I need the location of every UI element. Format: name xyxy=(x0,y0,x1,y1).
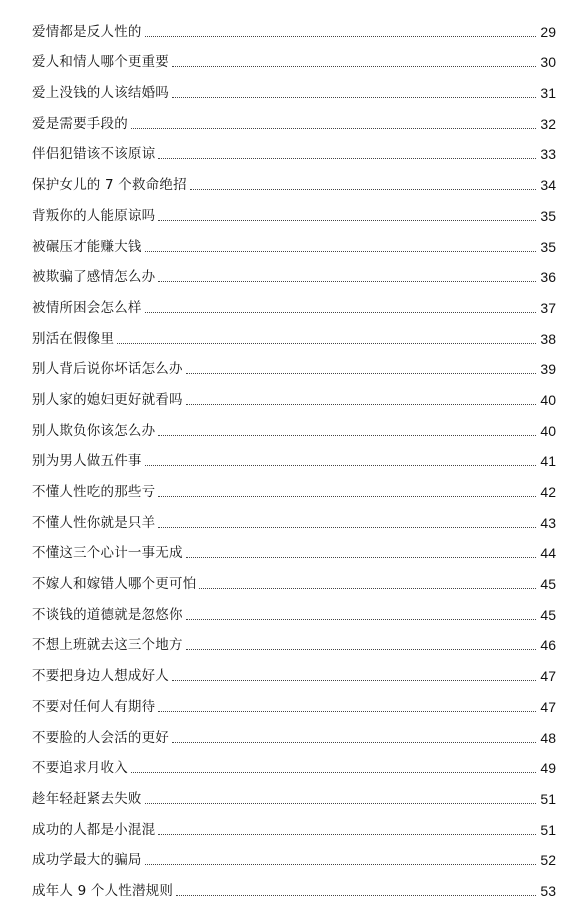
toc-entry-title[interactable]: 不想上班就去这三个地方 xyxy=(32,637,183,654)
toc-entry[interactable] xyxy=(32,470,556,501)
table-of-contents xyxy=(32,10,556,900)
toc-entry[interactable] xyxy=(32,716,556,747)
dot-leader xyxy=(186,403,537,405)
toc-entry[interactable] xyxy=(32,808,556,839)
toc-entry-title[interactable]: 不要对任何人有期待 xyxy=(32,698,156,715)
toc-entry-page-number[interactable]: 32 xyxy=(540,115,556,132)
toc-entry[interactable] xyxy=(32,286,556,317)
dot-leader xyxy=(186,372,537,374)
toc-entry-page-number[interactable]: 30 xyxy=(540,54,556,71)
toc-entry[interactable] xyxy=(32,194,556,225)
toc-entry[interactable] xyxy=(32,133,556,164)
toc-entry-title[interactable]: 爱上没钱的人该结婚吗 xyxy=(32,85,169,102)
toc-entry-page-number[interactable]: 42 xyxy=(540,484,556,500)
dot-leader xyxy=(145,250,537,252)
toc-entry[interactable] xyxy=(32,378,556,409)
toc-entry-title[interactable]: 别人欺负你该怎么办 xyxy=(32,422,156,439)
toc-entry-title[interactable]: 不懂人性你就是只羊 xyxy=(32,514,156,531)
toc-entry-page-number[interactable]: 36 xyxy=(540,269,556,286)
toc-entry-page-number[interactable]: 34 xyxy=(540,177,556,194)
dot-leader xyxy=(186,648,537,650)
dot-leader xyxy=(158,710,536,712)
toc-entry[interactable] xyxy=(32,869,556,900)
toc-entry-page-number[interactable]: 41 xyxy=(540,453,556,470)
dot-leader xyxy=(186,618,537,620)
toc-entry-page-number[interactable]: 38 xyxy=(540,330,556,347)
toc-entry-title[interactable]: 别活在假像里 xyxy=(32,330,115,347)
toc-entry[interactable] xyxy=(32,593,556,624)
dot-leader xyxy=(186,556,537,558)
toc-entry-page-number[interactable]: 51 xyxy=(540,821,556,838)
toc-entry[interactable] xyxy=(32,685,556,716)
toc-entry-title[interactable]: 成功学最大的骗局 xyxy=(32,852,142,869)
toc-entry-title[interactable]: 爱是需要手段的 xyxy=(32,115,128,132)
toc-entry-title[interactable]: 不懂人性吃的那些亏 xyxy=(32,484,156,500)
toc-entry[interactable] xyxy=(32,654,556,685)
toc-entry-page-number[interactable]: 51 xyxy=(540,790,556,807)
toc-entry-page-number[interactable]: 45 xyxy=(540,606,556,623)
toc-entry-page-number[interactable]: 43 xyxy=(540,514,556,531)
toc-entry-page-number[interactable]: 47 xyxy=(540,668,556,685)
toc-entry-page-number[interactable]: 44 xyxy=(540,545,556,562)
dot-leader xyxy=(158,280,536,282)
toc-entry-title[interactable]: 别人家的媳妇更好就看吗 xyxy=(32,391,183,408)
toc-entry[interactable] xyxy=(32,163,556,194)
dot-leader xyxy=(131,771,537,773)
dot-leader xyxy=(158,833,536,835)
toc-entry-page-number[interactable]: 35 xyxy=(540,238,556,255)
dot-leader xyxy=(172,65,536,67)
toc-entry[interactable] xyxy=(32,624,556,655)
toc-entry-page-number[interactable]: 52 xyxy=(540,852,556,869)
toc-entry[interactable] xyxy=(32,317,556,348)
toc-entry-page-number[interactable]: 40 xyxy=(540,422,556,439)
toc-entry-title[interactable]: 别人背后说你坏话怎么办 xyxy=(32,361,183,378)
toc-entry-page-number[interactable]: 46 xyxy=(540,637,556,654)
dot-leader xyxy=(172,679,536,681)
toc-entry-title[interactable]: 不谈钱的道德就是忽悠你 xyxy=(32,606,183,623)
dot-leader xyxy=(145,464,537,466)
toc-entry-page-number[interactable]: 29 xyxy=(540,23,556,40)
toc-entry-title[interactable]: 保护女儿的 7 个救命绝招 xyxy=(32,177,187,194)
toc-entry-page-number[interactable]: 39 xyxy=(540,361,556,378)
toc-entry[interactable] xyxy=(32,839,556,870)
dot-leader xyxy=(145,863,537,865)
dot-leader xyxy=(176,894,536,896)
toc-entry[interactable] xyxy=(32,102,556,133)
toc-entry-page-number[interactable]: 48 xyxy=(540,729,556,746)
dot-leader xyxy=(172,96,536,98)
toc-entry[interactable] xyxy=(32,562,556,593)
dot-leader xyxy=(131,127,537,129)
toc-entry[interactable] xyxy=(32,41,556,72)
toc-entry-page-number[interactable]: 35 xyxy=(540,207,556,224)
toc-entry[interactable] xyxy=(32,532,556,563)
toc-entry[interactable] xyxy=(32,440,556,471)
toc-entry-title[interactable]: 不要追求月收入 xyxy=(32,760,128,777)
toc-entry-title[interactable]: 成年人 9 个人性潜规则 xyxy=(32,882,174,899)
toc-entry-title[interactable]: 伴侣犯错该不该原谅 xyxy=(32,146,156,163)
toc-entry-title[interactable]: 不懂这三个心计一事无成 xyxy=(32,545,183,562)
dot-leader xyxy=(158,219,536,221)
toc-entry[interactable] xyxy=(32,501,556,532)
toc-entry-page-number[interactable]: 53 xyxy=(540,882,556,899)
toc-entry-page-number[interactable]: 47 xyxy=(540,698,556,715)
dot-leader xyxy=(158,526,536,528)
dot-leader xyxy=(172,741,536,743)
toc-entry-title[interactable]: 成功的人都是小混混 xyxy=(32,821,156,838)
toc-entry[interactable] xyxy=(32,777,556,808)
toc-entry-title[interactable]: 爱情都是反人性的 xyxy=(32,23,142,40)
toc-entry-title[interactable]: 不嫁人和嫁错人哪个更可怕 xyxy=(32,576,197,593)
toc-entry[interactable] xyxy=(32,348,556,379)
toc-entry-title[interactable]: 被情所困会怎么样 xyxy=(32,299,142,316)
toc-entry[interactable] xyxy=(32,225,556,256)
toc-entry[interactable] xyxy=(32,256,556,287)
toc-entry[interactable] xyxy=(32,409,556,440)
toc-entry-page-number[interactable]: 40 xyxy=(540,391,556,408)
toc-entry-title[interactable]: 被欺骗了感情怎么办 xyxy=(32,269,156,286)
toc-entry-title[interactable]: 被碾压才能赚大钱 xyxy=(32,238,142,255)
dot-leader xyxy=(145,311,537,313)
toc-entry-title[interactable]: 不要把身边人想成好人 xyxy=(32,668,169,685)
toc-entry[interactable] xyxy=(32,747,556,778)
toc-entry-page-number[interactable]: 33 xyxy=(540,146,556,163)
dot-leader xyxy=(190,188,537,190)
dot-leader xyxy=(158,434,536,436)
toc-entry-title[interactable]: 别为男人做五件事 xyxy=(32,453,142,470)
dot-leader xyxy=(117,342,536,344)
dot-leader xyxy=(199,587,536,589)
dot-leader xyxy=(158,495,536,497)
dot-leader xyxy=(145,802,537,804)
toc-entry-title[interactable]: 趁年轻赶紧去失败 xyxy=(32,790,142,807)
toc-entry[interactable] xyxy=(32,71,556,102)
toc-entry-page-number[interactable]: 31 xyxy=(540,85,556,102)
toc-entry-title[interactable]: 不要脸的人会活的更好 xyxy=(32,729,169,746)
toc-entry-title[interactable]: 背叛你的人能原谅吗 xyxy=(32,207,156,224)
toc-entry-page-number[interactable]: 49 xyxy=(540,760,556,777)
dot-leader xyxy=(158,157,536,159)
toc-entry-title[interactable]: 爱人和情人哪个更重要 xyxy=(32,54,169,71)
dot-leader xyxy=(145,35,537,37)
toc-entry-page-number[interactable]: 45 xyxy=(540,576,556,593)
toc-entry-page-number[interactable]: 37 xyxy=(540,299,556,316)
toc-entry[interactable] xyxy=(32,10,556,41)
